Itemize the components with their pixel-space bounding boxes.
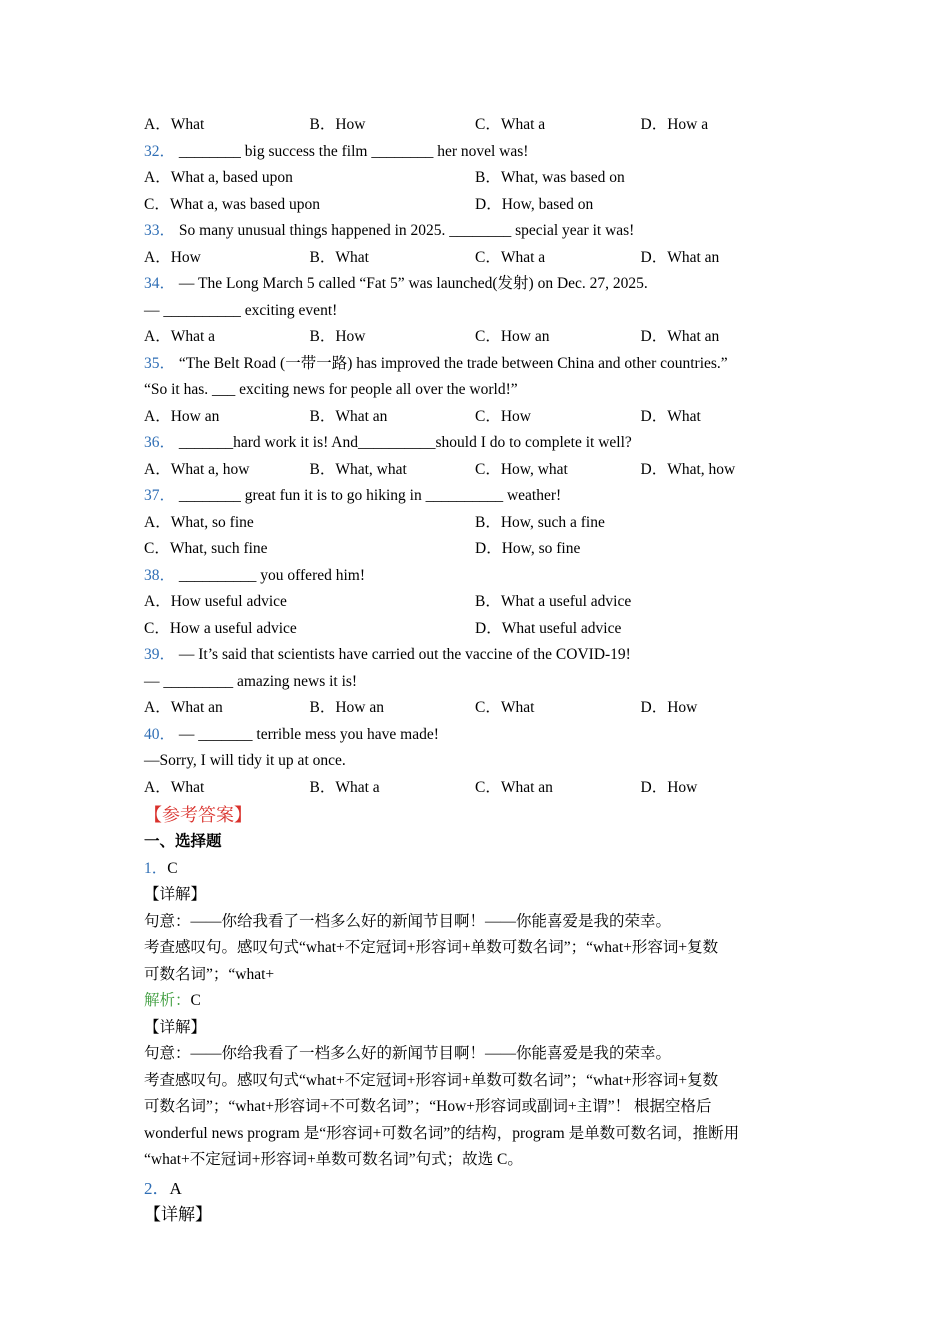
answer-number: 2． (144, 1178, 170, 1198)
option-d[interactable]: D．What an (640, 248, 720, 266)
option-b[interactable]: B．How, such a fine (475, 513, 605, 531)
option-row (144, 775, 814, 802)
question-line (144, 748, 814, 775)
question-stem (144, 563, 814, 590)
option-c[interactable]: C．How (475, 407, 531, 425)
q31-options (144, 112, 814, 139)
q31-option-b: B．How (309, 116, 366, 133)
question-text: _______hard work it is! And__________should I do to complete it well? (175, 434, 632, 451)
question-number: 36． (144, 434, 176, 451)
option-row (144, 404, 814, 431)
option-b[interactable]: B．What a (309, 778, 380, 796)
detail-label: 【详解】 (144, 1018, 207, 1036)
answer-2 (144, 1176, 814, 1203)
option-a[interactable]: A．What a, based upon (144, 169, 293, 186)
question-number: 37． (144, 487, 176, 504)
question-stem (144, 351, 814, 378)
question-number: 33． (144, 222, 176, 239)
option-a[interactable]: A．What, so fine (144, 513, 254, 531)
section-title: 一、选择题 (144, 833, 222, 850)
answer-number: 1． (144, 859, 168, 877)
question-list (144, 139, 814, 802)
option-d[interactable]: D．How, so fine (475, 540, 581, 557)
answer-key-header: 【参考答案】 (144, 805, 252, 825)
q31-option-c: C．What a (475, 116, 546, 133)
option-row (144, 510, 814, 537)
question-number: 39． (144, 646, 176, 663)
option-c[interactable]: C．What (475, 699, 535, 716)
option-d[interactable]: D．How, based on (475, 195, 594, 213)
question-number: 34． (144, 275, 176, 292)
question-stem (144, 430, 814, 457)
explanation-line: 可数名词”；“what+ (144, 965, 275, 983)
option-d[interactable]: D．How (640, 778, 698, 796)
option-a[interactable]: A．What a, how (144, 460, 250, 478)
option-d[interactable]: D．What useful advice (475, 619, 622, 637)
option-d[interactable]: D．What (640, 407, 701, 425)
question-text: ________ big success the film ________ her novel was! (175, 142, 529, 160)
question-stem (144, 642, 814, 669)
option-b[interactable]: B．How (309, 328, 366, 345)
option-c[interactable]: C．What, such fine (144, 540, 268, 557)
question-text: __________ you offered him! (175, 566, 366, 584)
option-c[interactable]: C．How an (475, 328, 550, 345)
explanation-line: 可数名词”；“what+形容词+不可数名词”；“How+形容词或副词+主谓”！ 根据空格后 (144, 1098, 712, 1115)
question-number: 32． (144, 142, 176, 160)
option-c[interactable]: C．How, what (475, 460, 568, 478)
option-a[interactable]: A．What (144, 778, 205, 796)
question-stem (144, 139, 814, 166)
option-d[interactable]: D．What, how (640, 460, 736, 478)
q31-option-a: A．What (144, 116, 205, 133)
question-text: “The Belt Road (一带一路) has improved the trade between China and other countries.” (175, 354, 728, 372)
option-row (144, 245, 814, 272)
question-number: 40． (144, 725, 176, 743)
option-c[interactable]: C．What a, was based upon (144, 195, 321, 213)
option-b[interactable]: B．What (309, 248, 369, 266)
answer-value: C (167, 859, 178, 877)
q31-option-d: D．How a (640, 116, 709, 133)
option-b[interactable]: B．What a useful advice (475, 593, 632, 610)
question-text: “So it has. ___ exciting news for people all over the world!” (144, 381, 518, 398)
question-text: — _________ amazing news it is! (144, 672, 358, 690)
question-text: ________ great fun it is to go hiking in __________ weather! (175, 487, 562, 504)
explanation-line: “what+不定冠词+形容词+单数可数名词”句式；故选 C。 (144, 1151, 523, 1168)
document-content (144, 112, 814, 1229)
question-text: —Sorry, I will tidy it up at once. (144, 752, 346, 769)
answer-value: A (169, 1178, 182, 1198)
option-b[interactable]: B．What, was based on (475, 169, 625, 186)
question-stem (144, 271, 814, 298)
option-b[interactable]: B．What, what (309, 460, 407, 478)
analysis-label: 解析： (144, 992, 191, 1009)
option-row (144, 589, 814, 616)
question-text: So many unusual things happened in 2025. ________ special year it was! (175, 222, 635, 239)
analysis-value: C (190, 992, 201, 1009)
option-row (144, 324, 814, 351)
option-c[interactable]: C．What an (475, 778, 553, 796)
explanation-line: 考查感叹句。感叹句式“what+不定冠词+形容词+单数可数名词”；“what+形容词+复数 (144, 1071, 719, 1089)
sentence-meaning: 句意：——你给我看了一档多么好的新闻节目啊！——你能喜爱是我的荣幸。 (144, 912, 672, 930)
detail-label: 【详解】 (144, 1205, 212, 1224)
question-stem (144, 218, 814, 245)
option-row (144, 536, 814, 563)
question-text: — It’s said that scientists have carried out the vaccine of the COVID-19! (175, 646, 631, 663)
option-c[interactable]: C．What a (475, 248, 546, 266)
question-number: 38． (144, 566, 176, 584)
explanation-line: wonderful news program 是“形容词+可数名词”的结构，program 是单数可数名词，推断用 (144, 1124, 740, 1142)
question-stem (144, 722, 814, 749)
answer-1 (144, 856, 814, 883)
option-a[interactable]: A．How an (144, 407, 220, 425)
question-line (144, 298, 814, 325)
question-number: 35． (144, 354, 176, 372)
detail-label: 【详解】 (144, 886, 207, 903)
question-text: — _______ terrible mess you have made! (175, 725, 439, 743)
explanation-line: 考查感叹句。感叹句式“what+不定冠词+形容词+单数可数名词”；“what+形容词+复数 (144, 939, 719, 956)
question-line (144, 377, 814, 404)
analysis-line (144, 988, 814, 1015)
sentence-meaning: 句意：——你给我看了一档多么好的新闻节目啊！——你能喜爱是我的荣幸。 (144, 1045, 672, 1062)
option-b[interactable]: B．How an (309, 699, 384, 716)
option-d[interactable]: D．What an (640, 328, 720, 345)
option-c[interactable]: C．How a useful advice (144, 619, 297, 637)
option-row (144, 616, 814, 643)
option-row (144, 165, 814, 192)
option-row (144, 695, 814, 722)
option-row (144, 457, 814, 484)
option-a[interactable]: A．How (144, 248, 201, 266)
question-text: — __________ exciting event! (144, 301, 338, 319)
option-a[interactable]: A．What a (144, 328, 216, 345)
option-d[interactable]: D．How (640, 699, 698, 716)
option-b[interactable]: B．What an (309, 407, 388, 425)
question-text: — The Long March 5 called “Fat 5” was launched(发射) on Dec. 27, 2025. (175, 275, 648, 292)
option-a[interactable]: A．What an (144, 699, 223, 716)
question-stem (144, 483, 814, 510)
question-line (144, 669, 814, 696)
option-a[interactable]: A．How useful advice (144, 593, 287, 610)
option-row (144, 192, 814, 219)
